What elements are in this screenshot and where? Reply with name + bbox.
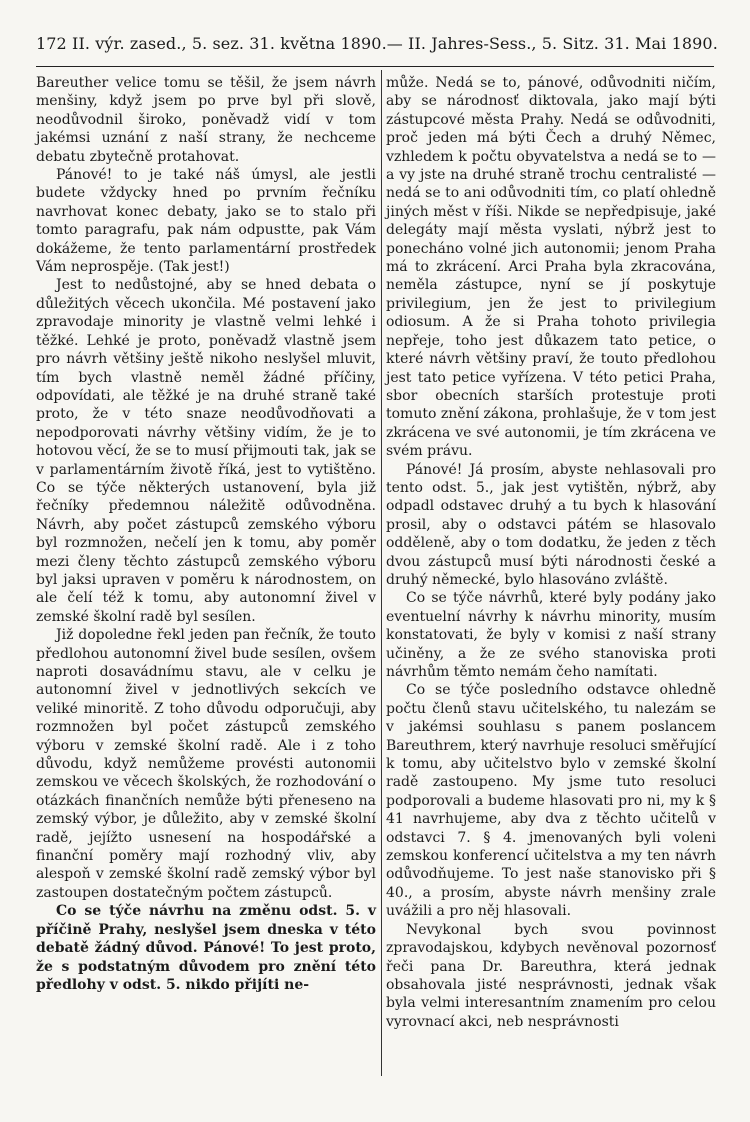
- left-column: [36, 74, 376, 994]
- paragraph: může. Nedá se to, pánové, odůvodniti ničím, aby se národnosť diktovala, jako mají býti zástupcové města Prahy. Nedá se odůvodniti, proč jeden má býti Čech a druhý Němec, vzhledem k počtu obyvatelstva a nedá se to — a vy jste na druhé straně trochu centralisté — nedá se to ani odůvodniti tím, co platí ohledně jiných měst v říši. Nikde se nepředpisuje, jaké delegáty mají města vyslati, nýbrž jest to ponecháno volné jich autonomii; jenom Praha má to zkrácení. Arci Praha byla zkracována, neměla zástupce, nyní se jí poskytuje privilegium, jen že jest to privilegium odiosum. A že si Praha tohoto privilegia nepřeje, toho jest důkazem tato petice, o které návrh většiny praví, že touto předlohou jest tato petice vyřízena. V této petici Praha, sbor obecních starších protestuje proti tomuto znění zákona, prohlašuje, že v tom jest zkrácena ve své autonomii, je tím zkrácena ve svém právu.: [386, 75, 716, 460]
- paragraph: Jest to nedůstojné, aby se hned debata o důležitých věcech ukončila. Mé postavení jako zpravodaje minority je vlastně velmi lehké i těžké. Lehké je proto, poněvadž vlastně jsem pro návrh většiny ještě nikoho neslyšel mluvit, tím bych vlastně neměl žádné příčiny, odpovídati, ale těžké je na druhé straně také proto, že v této snaze neodůvodňovati a nepodporovati návrhy většiny vidím, že je to hotovou věcí, že se to musí přijmouti tak, jak se v parlamentárním životě říká, jest to vytištěno. Co se týče některých ustanovení, byla již řečníky předemnou náležitě odůvodněna. Návrh, aby počet zástupců zemského výboru byl rozmnožen, nečelí jen k tomu, aby poměr mezi členy těchto zástupců zemského výboru byl jaksi upraven v poměru k národnostem, on ale čelí též k tomu, aby autonomní živel v zemské školní radě byl sesílen.: [36, 277, 376, 625]
- paragraph: Již dopoledne řekl jeden pan řečník, že touto předlohou autonomní živel bude sesílen, ovšem naproti dosavádnímu stavu, ale v celku je autonomní živel v jednotlivých sekcích ve veliké minoritě. Z toho důvodu odporučuji, aby rozmnožen byl počet zástupců zemského výboru v zemské školní radě. Ale i z toho důvodu, když nemůžeme provésti autonomii zemskou ve věcech školských, že rozhodování o otázkách finančních nemůže býti přeneseno na zemský výbor, je důležito, aby v zemské školní radě, jejížto usnesení na hospodářské a finanční poměry mají rozhodný vliv, aby alespoň v zemské školní radě zemský výbor byl zastoupen dostatečným počtem zástupců.: [36, 627, 376, 901]
- page-header: [36, 34, 718, 58]
- paragraph: Pánové! to je také náš úmysl, ale jestli budete vždycky hned po prvním řečníku navrhovat konec debaty, jako se to stalo při tomto paragrafu, pak nám odpustte, pak Vám dokážeme, že tento parlamentární prostředek Vám neprospěje. (Tak jest!): [36, 167, 376, 276]
- right-column: [386, 74, 716, 1031]
- paragraph: Pánové! Já prosím, abyste nehlasovali pro tento odst. 5., jak jest vytištěn, nýbrž, aby odpadl odstavec druhý a tu bych k hlasování prosil, aby o odstavci pátém se hlasovalo odděleně, aby o tom dodatku, že jeden z těch dvou zástupců musí býti národnosti české a druhý německé, bylo hlasováno zvláště.: [386, 461, 716, 588]
- paragraph: Co se týče posledního odstavce ohledně počtu členů stavu učitelského, tu nalezám se v jakémsi souhlasu s panem poslancem Bareuthrem, který navrhuje resoluci směřující k tomu, aby učitelstvo bylo v zemské školní radě zastoupeno. My jsme tuto resoluci podporovali a budeme hlasovati pro ni, my k § 41 navrhujeme, aby dva z těchto učitelů v odstavci 7. § 4. jmenovaných byli voleni zemskou konferencí učitelstva a my ten návrh odůvodňujeme. To jest naše stanovisko při § 40., a prosím, abyste návrh menšiny zrale uvážili a pro něj hlasovali.: [386, 682, 716, 920]
- header-rule: [36, 66, 714, 67]
- paragraph: Co se týče návrhů, které byly podány jako eventuelní návrhy k návrhu minority, musím konstatovati, že byly v komisi z naší strany učiněny, a že ze svého stanoviska proti návrhům těmto nemám čeho namítati.: [386, 590, 716, 680]
- header-right: — II. Jahres-Sess., 5. Sitz. 31. Mai 1890.: [386, 34, 718, 53]
- paragraph: Co se týče návrhu na změnu odst. 5. v příčině Prahy, neslyšel jsem dneska v této debatě žádný důvod. Pánové! To jest proto, že s podstatným důvodem pro znění této předlohy v odst. 5. nikdo přijíti ne-: [36, 903, 376, 993]
- header-left: 172 II. výr. zased., 5. sez. 31. května 1890.: [36, 34, 387, 53]
- paragraph: Bareuther velice tomu se těšil, že jsem návrh menšiny, když jsem po prve byl při slově, neodůvodnil široko, poněvadž vidí v tom jakémsi uznání z naší strany, že nechceme debatu zbytečně protahovat.: [36, 75, 376, 165]
- column-divider: [381, 70, 382, 1076]
- paragraph: Nevykonal bych svou povinnost zpravodajskou, kdybych nevěnoval pozornosť řeči pana Dr. Bareuthra, která jednak obsahovala jisté nesprávnosti, jednak však byla velmi interesantním znamením pro celou vyrovnací akci, neb nesprávnosti: [386, 921, 716, 1030]
